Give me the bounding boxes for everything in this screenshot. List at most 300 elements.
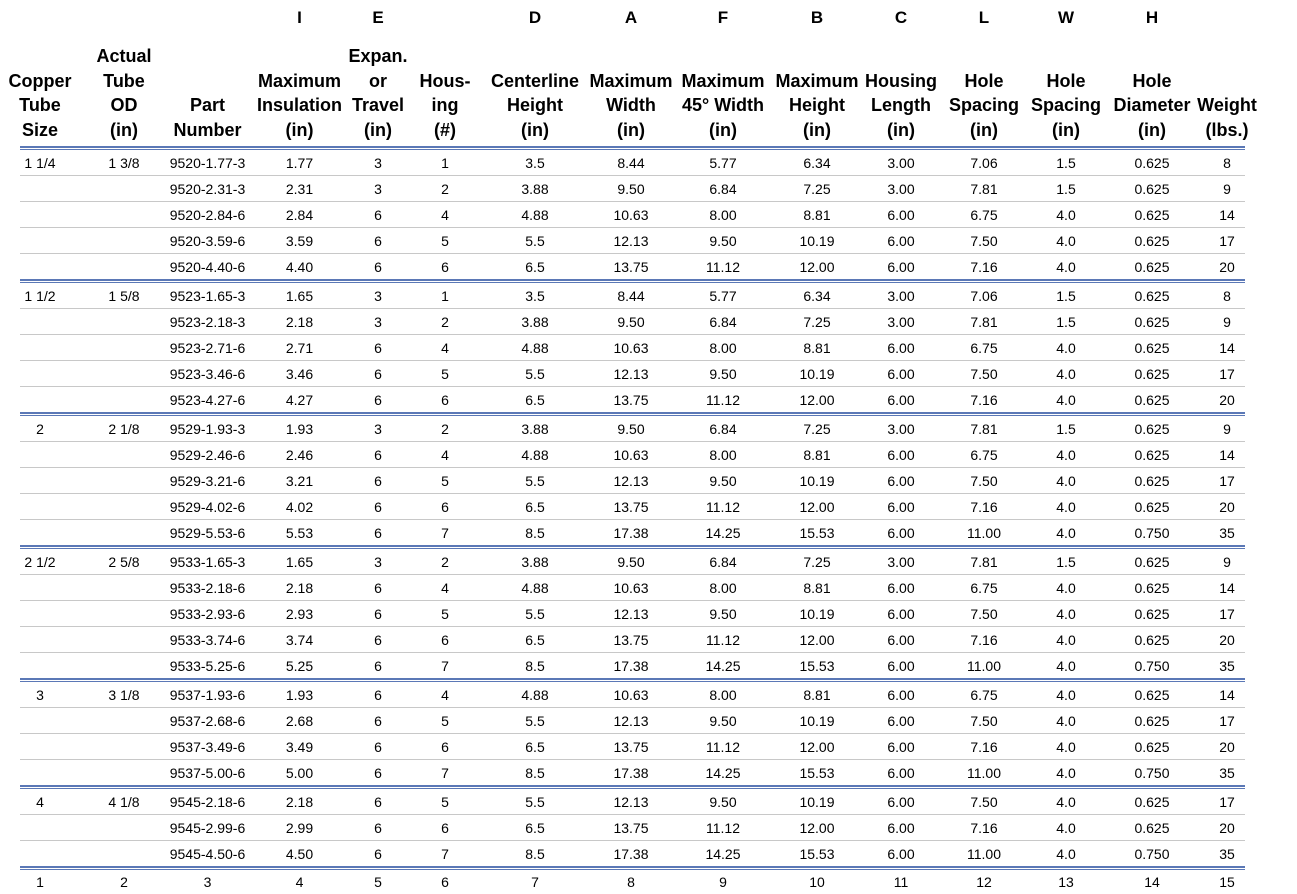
table-cell: 0.750 (1134, 846, 1170, 862)
table-cell: 3.00 (887, 288, 915, 304)
table-cell: 3.00 (887, 421, 915, 437)
table-cell: 4.02 (285, 499, 314, 515)
table-cell: 4.88 (521, 207, 549, 223)
table-cell: 5 (441, 713, 449, 729)
table-cell: 6.00 (887, 739, 915, 755)
table-cell: 3.88 (521, 421, 549, 437)
table-cell: 2.68 (285, 713, 314, 729)
copper-tube-size-cell: 1 1/2 (24, 288, 56, 304)
table-cell: 17 (1219, 713, 1235, 729)
actual-tube-od-cell: 3 1/8 (108, 687, 140, 703)
table-cell: 8.00 (709, 207, 737, 223)
table-cell: 4.88 (521, 580, 549, 596)
table-cell: 9.50 (617, 314, 645, 330)
table-row (20, 760, 1245, 785)
table-cell: 1.5 (1056, 181, 1076, 197)
table-cell: 17.38 (613, 658, 649, 674)
table-cell: 8 (1223, 155, 1231, 171)
table-cell: 9.50 (709, 366, 737, 382)
table-cell: 7.16 (970, 632, 998, 648)
table-cell: 9 (1223, 421, 1231, 437)
column-number: 7 (531, 874, 539, 890)
table-row (20, 150, 1245, 176)
table-cell: 3.00 (887, 181, 915, 197)
table-cell: 7 (441, 525, 449, 541)
part-number-cell: 9545-2.99-6 (169, 820, 246, 836)
table-row (20, 653, 1245, 678)
table-cell: 6.5 (525, 392, 545, 408)
table-cell: 3.88 (521, 181, 549, 197)
table-cell: 6 (441, 499, 449, 515)
copper-tube-size-cell: 2 1/2 (24, 554, 56, 570)
table-row (20, 601, 1245, 627)
size-group (20, 416, 1245, 549)
table-cell: 12.13 (613, 606, 649, 622)
table-cell: 7 (441, 846, 449, 862)
table-cell: 4.50 (285, 846, 314, 862)
table-cell: 3.5 (525, 288, 545, 304)
table-cell: 1 (441, 288, 449, 304)
table-cell: 14.25 (705, 658, 741, 674)
table-cell: 8.81 (803, 687, 831, 703)
table-cell: 1.5 (1056, 554, 1076, 570)
table-cell: 4.0 (1056, 713, 1076, 729)
table-cell: 8.00 (709, 687, 737, 703)
table-cell: 13.75 (613, 632, 649, 648)
table-row (20, 361, 1245, 387)
part-number-cell: 9523-1.65-3 (169, 288, 246, 304)
table-cell: 15.53 (799, 658, 835, 674)
table-cell: 0.750 (1134, 658, 1170, 674)
column-number: 12 (976, 874, 992, 890)
table-cell: 4.0 (1056, 525, 1076, 541)
column-number: 10 (809, 874, 825, 890)
table-cell: 6.00 (887, 765, 915, 781)
table-cell: 6.5 (525, 259, 545, 275)
table-row (20, 549, 1245, 575)
table-cell: 0.625 (1134, 499, 1170, 515)
part-number-cell: 9529-3.21-6 (169, 473, 246, 489)
table-cell: 17.38 (613, 846, 649, 862)
table-row (20, 283, 1245, 309)
part-number-cell: 9545-2.18-6 (169, 794, 246, 810)
table-cell: 1.5 (1056, 314, 1076, 330)
table-cell: 4.88 (521, 687, 549, 703)
table-cell: 6.00 (887, 340, 915, 356)
table-row (20, 416, 1245, 442)
table-cell: 0.625 (1134, 820, 1170, 836)
table-cell: 7.50 (970, 713, 998, 729)
table-cell: 7.81 (970, 314, 998, 330)
table-cell: 6.75 (970, 340, 998, 356)
table-cell: 0.625 (1134, 314, 1170, 330)
table-cell: 4.88 (521, 447, 549, 463)
table-cell: 4.0 (1056, 794, 1076, 810)
table-cell: 6.84 (709, 554, 737, 570)
column-header: Hole Spacing (in) (948, 70, 1019, 140)
table-cell: 12.00 (799, 820, 835, 836)
table-cell: 4.40 (285, 259, 314, 275)
table-cell: 5.5 (525, 473, 545, 489)
table-cell: 11.12 (706, 820, 740, 836)
table-row (20, 202, 1245, 228)
actual-tube-od-cell: 1 3/8 (108, 155, 140, 171)
table-cell: 7.25 (803, 314, 831, 330)
part-number-cell: 9533-1.65-3 (169, 554, 246, 570)
column-header: Part Number (173, 95, 242, 140)
table-cell: 20 (1219, 739, 1235, 755)
column-number: 9 (719, 874, 727, 890)
table-cell: 6 (374, 366, 382, 382)
table-cell: 3.88 (521, 554, 549, 570)
table-cell: 7 (441, 765, 449, 781)
part-number-cell: 9520-4.40-6 (169, 259, 246, 275)
column-number: 11 (893, 874, 909, 890)
table-cell: 1.93 (285, 421, 314, 437)
table-cell: 2 (441, 421, 449, 437)
table-row (20, 387, 1245, 412)
table-cell: 7.50 (970, 233, 998, 249)
table-cell: 13.75 (613, 820, 649, 836)
table-cell: 6.00 (887, 525, 915, 541)
table-cell: 6.75 (970, 580, 998, 596)
table-cell: 0.625 (1134, 606, 1170, 622)
table-cell: 12.00 (799, 392, 835, 408)
column-header: Expan. or Travel (in) (348, 46, 408, 140)
dimension-letter: A (624, 8, 638, 27)
table-cell: 6.00 (887, 447, 915, 463)
table-cell: 6.5 (525, 820, 545, 836)
table-cell: 8.81 (803, 340, 831, 356)
table-cell: 15.53 (799, 765, 835, 781)
table-cell: 6 (374, 340, 382, 356)
table-cell: 0.625 (1134, 473, 1170, 489)
part-number-cell: 9520-2.84-6 (169, 207, 246, 223)
table-cell: 5.25 (285, 658, 314, 674)
table-cell: 3.00 (887, 155, 915, 171)
table-cell: 6 (374, 473, 382, 489)
table-cell: 9.50 (709, 233, 737, 249)
table-cell: 10.63 (613, 447, 649, 463)
dimension-letter: H (1145, 8, 1159, 27)
table-cell: 0.625 (1134, 554, 1170, 570)
table-cell: 10.19 (799, 606, 835, 622)
table-cell: 0.625 (1134, 739, 1170, 755)
column-header: Weight (lbs.) (1197, 95, 1257, 140)
table-cell: 10.19 (799, 794, 835, 810)
table-cell: 7.25 (803, 181, 831, 197)
table-cell: 6.00 (887, 820, 915, 836)
table-cell: 7.06 (970, 155, 998, 171)
table-cell: 10.19 (799, 473, 835, 489)
table-cell: 6 (374, 687, 382, 703)
table-cell: 6 (374, 794, 382, 810)
table-cell: 10.63 (613, 340, 649, 356)
table-cell: 20 (1219, 820, 1235, 836)
table-cell: 14.25 (705, 765, 741, 781)
part-number-cell: 9545-4.50-6 (169, 846, 246, 862)
part-number-cell: 9537-5.00-6 (169, 765, 246, 781)
column-header: Maximum Insulation (in) (257, 70, 342, 140)
column-number: 15 (1219, 874, 1235, 890)
table-cell: 1.5 (1056, 421, 1076, 437)
table-cell: 3.59 (285, 233, 314, 249)
table-cell: 0.625 (1134, 632, 1170, 648)
table-cell: 0.625 (1134, 366, 1170, 382)
part-number-cell: 9533-5.25-6 (169, 658, 246, 674)
column-header: Hole Diameter (in) (1113, 70, 1191, 140)
table-cell: 7.16 (970, 259, 998, 275)
table-cell: 6 (374, 207, 382, 223)
table-cell: 5 (441, 233, 449, 249)
table-row (20, 176, 1245, 202)
column-number: 2 (120, 874, 128, 890)
table-cell: 10.63 (613, 580, 649, 596)
dimension-letter: L (978, 8, 990, 27)
table-cell: 8.44 (617, 155, 645, 171)
table-cell: 7.81 (970, 181, 998, 197)
table-cell: 12.13 (613, 713, 649, 729)
table-cell: 14.25 (705, 525, 741, 541)
part-number-cell: 9537-1.93-6 (169, 687, 246, 703)
table-cell: 5.77 (709, 288, 737, 304)
table-cell: 1.5 (1056, 288, 1076, 304)
size-group (20, 789, 1245, 870)
table-cell: 2 (441, 314, 449, 330)
table-cell: 7.50 (970, 794, 998, 810)
table-cell: 12.13 (613, 233, 649, 249)
dimension-letter-row (20, 8, 1245, 34)
table-cell: 6.75 (970, 447, 998, 463)
table-cell: 9.50 (709, 473, 737, 489)
table-cell: 3 (374, 421, 382, 437)
table-cell: 4.0 (1056, 259, 1076, 275)
column-header: Copper Tube Size (8, 70, 72, 140)
table-cell: 6.00 (887, 632, 915, 648)
table-cell: 17 (1219, 366, 1235, 382)
table-cell: 13.75 (613, 392, 649, 408)
table-cell: 6.00 (887, 713, 915, 729)
table-cell: 17.38 (613, 525, 649, 541)
table-cell: 4 (441, 447, 449, 463)
table-cell: 4.0 (1056, 580, 1076, 596)
table-cell: 6.00 (887, 259, 915, 275)
table-cell: 11.00 (967, 765, 1001, 781)
table-cell: 6.00 (887, 580, 915, 596)
table-cell: 2.18 (285, 580, 314, 596)
part-number-cell: 9520-3.59-6 (169, 233, 246, 249)
table-cell: 7.25 (803, 554, 831, 570)
table-cell: 3.5 (525, 155, 545, 171)
table-cell: 20 (1219, 632, 1235, 648)
table-cell: 12.00 (799, 632, 835, 648)
size-group (20, 283, 1245, 416)
table-cell: 13.75 (613, 499, 649, 515)
table-cell: 5.5 (525, 713, 545, 729)
table-cell: 8.5 (525, 846, 545, 862)
table-cell: 6 (374, 580, 382, 596)
table-cell: 4.0 (1056, 447, 1076, 463)
table-cell: 9 (1223, 314, 1231, 330)
table-cell: 8.5 (525, 765, 545, 781)
dimension-letter: I (297, 8, 302, 27)
dimension-letter: B (810, 8, 824, 27)
table-cell: 3.46 (285, 366, 314, 382)
table-cell: 6.00 (887, 687, 915, 703)
table-cell: 17 (1219, 473, 1235, 489)
table-cell: 6.00 (887, 473, 915, 489)
table-row (20, 254, 1245, 279)
table-cell: 0.625 (1134, 421, 1170, 437)
actual-tube-od-cell: 4 1/8 (108, 794, 140, 810)
table-cell: 0.625 (1134, 207, 1170, 223)
table-cell: 20 (1219, 499, 1235, 515)
table-cell: 4.0 (1056, 499, 1076, 515)
table-row (20, 309, 1245, 335)
copper-tube-size-cell: 3 (36, 687, 44, 703)
column-header: Hole Spacing (in) (1030, 70, 1101, 140)
table-cell: 0.625 (1134, 687, 1170, 703)
table-row (20, 468, 1245, 494)
table-cell: 5 (441, 794, 449, 810)
part-number-cell: 9523-3.46-6 (169, 366, 246, 382)
table-cell: 35 (1219, 525, 1235, 541)
column-number: 3 (203, 874, 212, 890)
table-cell: 11.00 (967, 525, 1001, 541)
table-cell: 6.00 (887, 794, 915, 810)
table-cell: 6.5 (525, 632, 545, 648)
table-cell: 8.81 (803, 447, 831, 463)
table-cell: 0.625 (1134, 259, 1170, 275)
part-number-cell: 9533-2.18-6 (169, 580, 246, 596)
column-header: Actual Tube OD (in) (96, 46, 152, 140)
column-number: 4 (295, 874, 304, 890)
table-row (20, 841, 1245, 866)
part-number-cell: 9529-1.93-3 (169, 421, 246, 437)
column-header: Centerline Height (in) (490, 70, 580, 140)
table-cell: 0.625 (1134, 392, 1170, 408)
table-cell: 8.00 (709, 340, 737, 356)
table-cell: 2.18 (285, 794, 314, 810)
table-cell: 17 (1219, 606, 1235, 622)
table-cell: 6 (441, 739, 449, 755)
table-cell: 11.12 (706, 739, 740, 755)
table-row (20, 520, 1245, 545)
table-cell: 4.0 (1056, 606, 1076, 622)
table-row (20, 228, 1245, 254)
column-header: Housing Length (in) (865, 70, 937, 140)
table-cell: 12.13 (613, 366, 649, 382)
table-cell: 5 (441, 606, 449, 622)
table-cell: 4.0 (1056, 658, 1076, 674)
table-cell: 3.74 (285, 632, 314, 648)
part-number-cell: 9533-2.93-6 (169, 606, 246, 622)
dimension-letter: E (372, 8, 384, 27)
table-cell: 8.81 (803, 207, 831, 223)
table-cell: 10.63 (613, 687, 649, 703)
table-cell: 0.625 (1134, 181, 1170, 197)
table-cell: 4.0 (1056, 846, 1076, 862)
table-cell: 6.00 (887, 366, 915, 382)
table-cell: 12.00 (799, 259, 835, 275)
table-cell: 6 (374, 632, 382, 648)
table-cell: 4.27 (285, 392, 314, 408)
column-number-row (20, 870, 1245, 894)
table-cell: 1.77 (285, 155, 314, 171)
table-cell: 10.19 (799, 713, 835, 729)
table-cell: 7.81 (970, 421, 998, 437)
table-cell: 2.99 (285, 820, 314, 836)
part-number-cell: 9537-2.68-6 (169, 713, 246, 729)
table-cell: 4.0 (1056, 366, 1076, 382)
table-cell: 9.50 (709, 794, 737, 810)
table-cell: 12.13 (613, 473, 649, 489)
table-cell: 5.5 (525, 233, 545, 249)
table-cell: 0.625 (1134, 288, 1170, 304)
table-cell: 9.50 (709, 713, 737, 729)
dimension-letter: W (1057, 8, 1075, 27)
table-cell: 5.5 (525, 606, 545, 622)
table-cell: 12.13 (613, 794, 649, 810)
actual-tube-od-cell: 2 1/8 (108, 421, 140, 437)
table-cell: 1.65 (285, 288, 314, 304)
table-cell: 14 (1219, 580, 1235, 596)
table-cell: 5.5 (525, 794, 545, 810)
table-cell: 0.750 (1134, 765, 1170, 781)
product-spec-table (8, 8, 1257, 894)
table-cell: 6 (374, 233, 382, 249)
part-number-cell: 9537-3.49-6 (169, 739, 246, 755)
table-cell: 4.0 (1056, 392, 1076, 408)
table-row (20, 789, 1245, 815)
table-cell: 6 (441, 632, 449, 648)
table-cell: 14 (1219, 447, 1235, 463)
table-cell: 7.81 (970, 554, 998, 570)
table-cell: 1.65 (285, 554, 314, 570)
table-cell: 11.12 (706, 632, 740, 648)
copper-tube-size-cell: 2 (36, 421, 44, 437)
table-cell: 8.81 (803, 580, 831, 596)
table-cell: 4.0 (1056, 340, 1076, 356)
table-cell: 11.12 (706, 499, 740, 515)
table-cell: 0.625 (1134, 447, 1170, 463)
table-cell: 0.625 (1134, 340, 1170, 356)
column-number: 5 (374, 874, 382, 890)
table-cell: 5 (441, 473, 449, 489)
part-number-cell: 9529-5.53-6 (169, 525, 246, 541)
column-header: Maximum Width (in) (589, 70, 673, 140)
table-cell: 4 (441, 580, 449, 596)
table-cell: 6 (374, 765, 382, 781)
table-cell: 14 (1219, 340, 1235, 356)
table-row (20, 815, 1245, 841)
table-cell: 6.00 (887, 392, 915, 408)
table-cell: 0.625 (1134, 155, 1170, 171)
column-header: Hous- ing (#) (419, 70, 471, 140)
table-header (8, 34, 1257, 146)
table-cell: 6.84 (709, 421, 737, 437)
table-cell: 11.00 (967, 846, 1001, 862)
table-cell: 6 (441, 259, 449, 275)
size-group (20, 549, 1245, 682)
table-cell: 10.19 (799, 233, 835, 249)
table-cell: 2.31 (285, 181, 314, 197)
table-cell: 17.38 (613, 765, 649, 781)
table-cell: 6 (441, 820, 449, 836)
part-number-cell: 9529-2.46-6 (169, 447, 246, 463)
table-cell: 3.21 (285, 473, 314, 489)
part-number-cell: 9523-4.27-6 (169, 392, 246, 408)
